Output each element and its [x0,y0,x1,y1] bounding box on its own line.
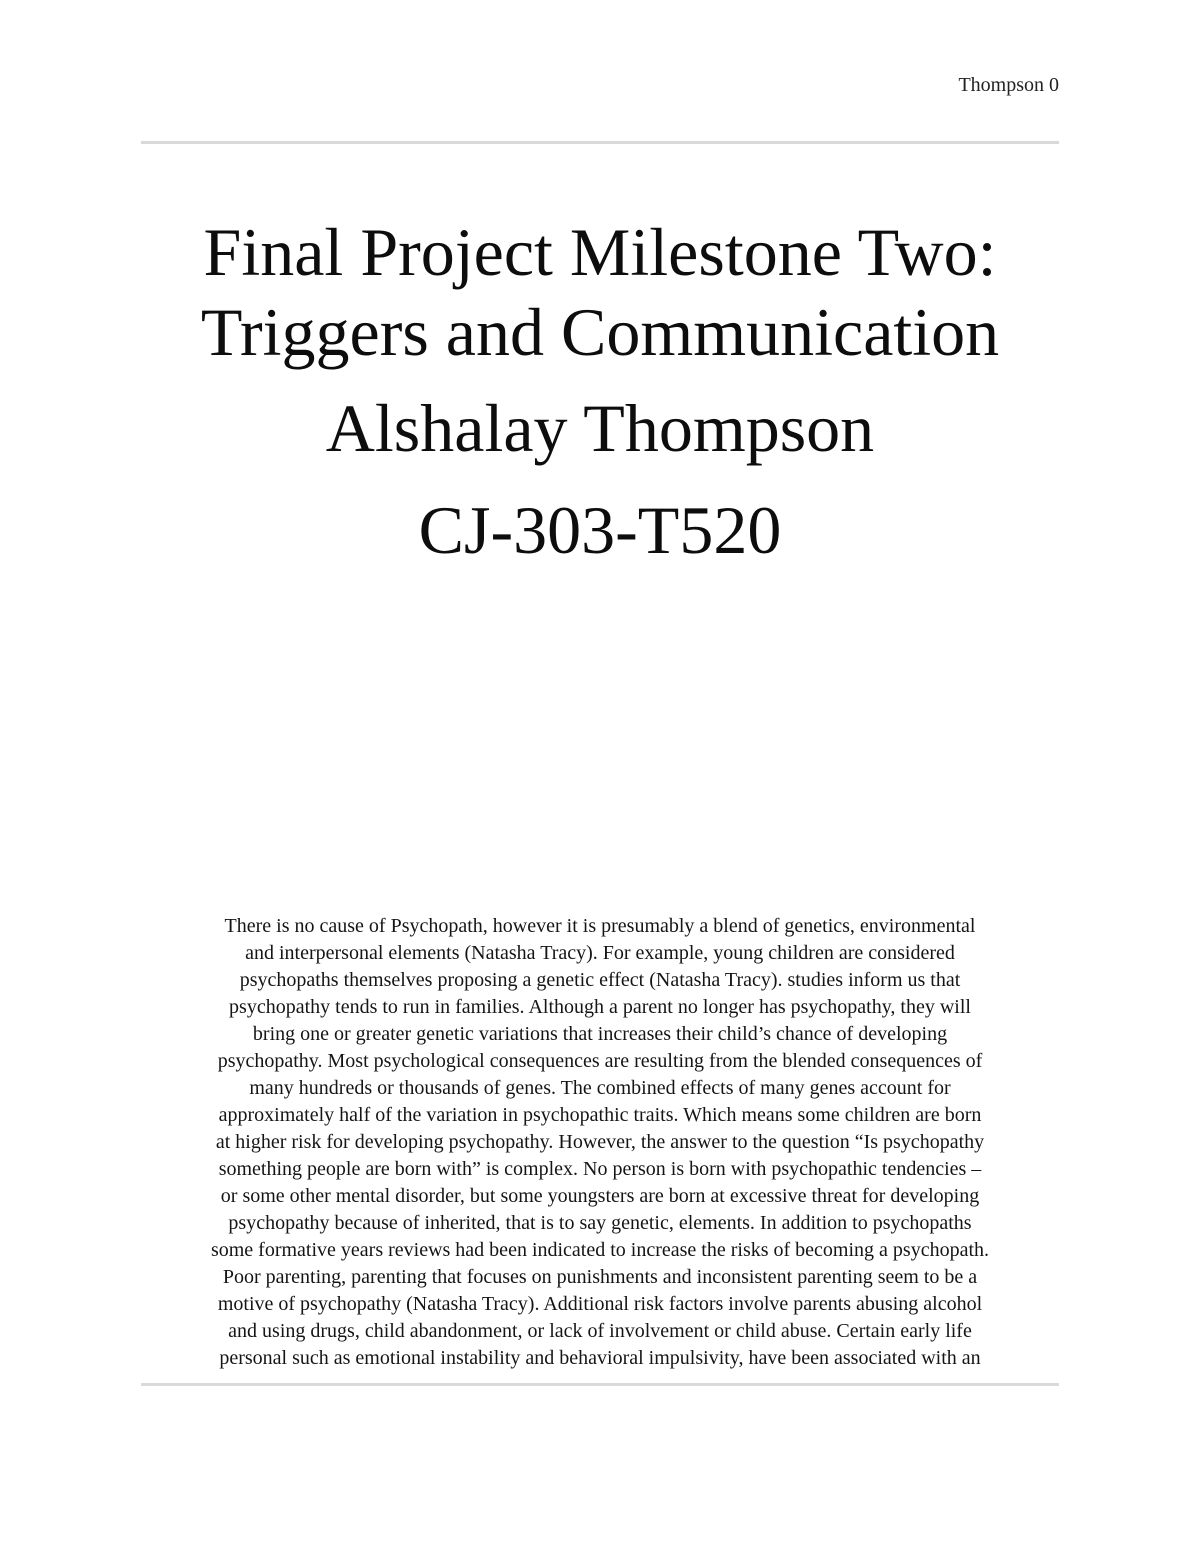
body-line: psychopathy because of inherited, that is to say genetic, elements. In addition to psychopaths [228,1212,972,1234]
body-line: and interpersonal elements (Natasha Tracy). For example, young children are considered [245,942,955,964]
body-line: There is no cause of Psychopath, however it is presumably a blend of genetics, environmental [224,915,976,937]
body-line: motive of psychopathy (Natasha Tracy). Additional risk factors involve parents abusing alcohol [217,1293,983,1315]
title-line-1: Final Project Milestone Two: [203,214,997,290]
author-name: Alshalay Thompson [325,390,875,466]
body-line: bring one or greater genetic variations that increases their child’s chance of developing [252,1023,948,1045]
body-line: Poor parenting, parenting that focuses on punishments and inconsistent parenting seem to be a [222,1266,978,1288]
body-line: something people are born with” is complex. No person is born with psychopathic tendencies – [218,1158,982,1180]
body-line: at higher risk for developing psychopathy. However, the answer to the question “Is psychopathy [215,1131,985,1153]
running-head: Thompson 0 [958,74,1059,96]
body-line: personal such as emotional instability and behavioral impulsivity, have been associated with an [219,1347,981,1369]
title-line-2: Triggers and Communication [200,294,1000,370]
body-line: or some other mental disorder, but some youngsters are born at excessive threat for developing [220,1185,980,1207]
title-block [141,212,1059,570]
body-line: many hundreds or thousands of genes. The combined effects of many genes account for [249,1077,951,1099]
header-divider [141,141,1059,144]
body-paragraph [141,913,1059,1372]
footer-divider [141,1383,1059,1386]
body-line: and using drugs, child abandonment, or lack of involvement or child abuse. Certain early life [228,1320,972,1342]
body-line: psychopathy. Most psychological consequences are resulting from the blended consequences of [217,1050,983,1072]
body-line: psychopaths themselves proposing a genetic effect (Natasha Tracy). studies inform us that [239,969,961,991]
body-line: approximately half of the variation in psychopathic traits. Which means some children are born [218,1104,982,1126]
body-line: psychopathy tends to run in families. Although a parent no longer has psychopathy, they will [229,996,971,1018]
body-line: some formative years reviews had been indicated to increase the risks of becoming a psychopath. [210,1239,990,1261]
course-code: CJ-303-T520 [418,492,782,568]
